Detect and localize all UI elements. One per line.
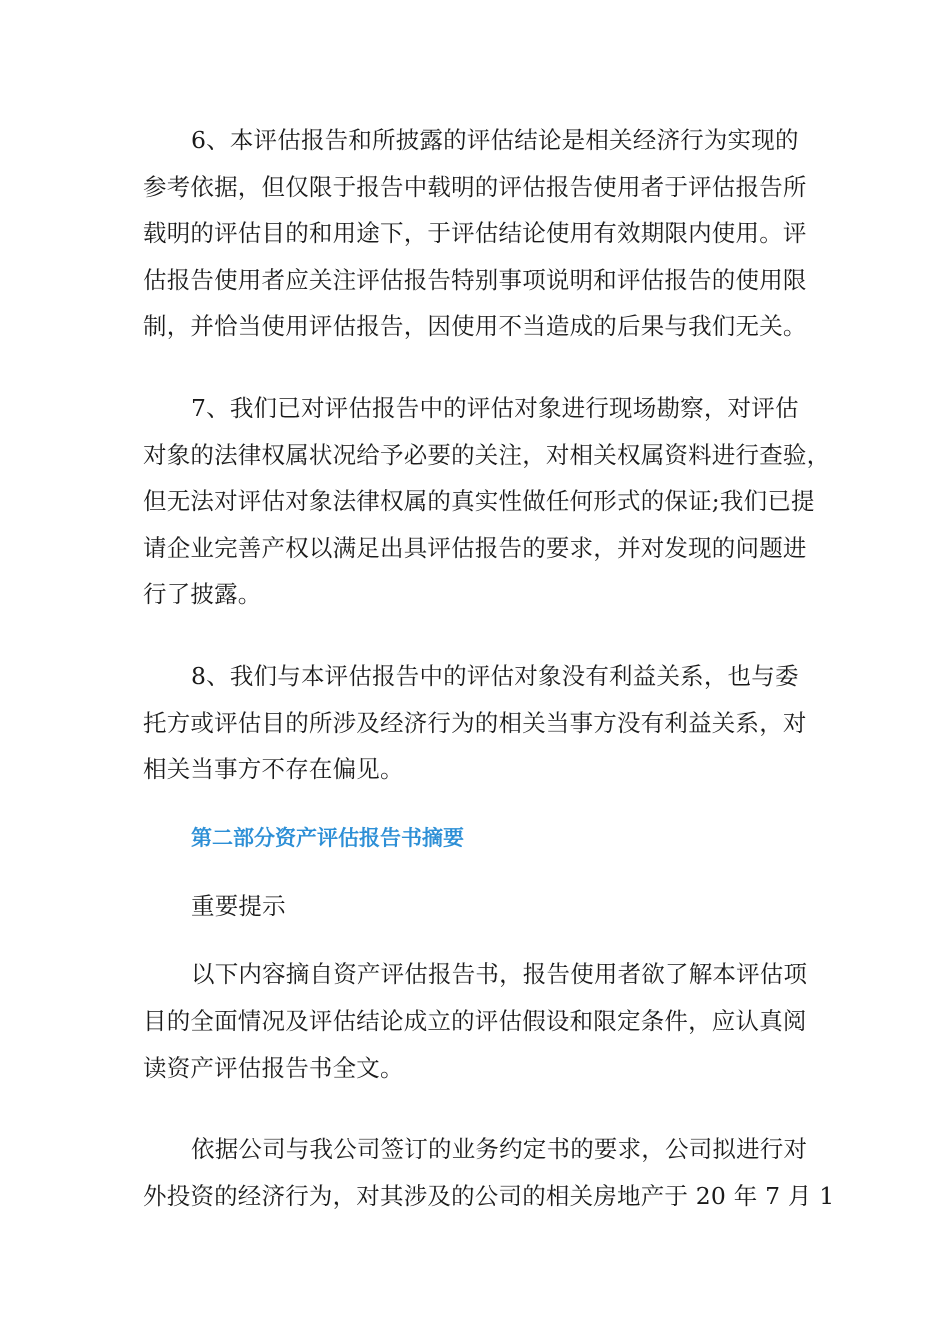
paragraph-basis (143, 1126, 835, 1219)
paragraph-summary-intro (143, 951, 815, 1091)
text-line: 请企业完善产权以满足出具评估报告的要求，并对发现的问题进 (143, 533, 807, 562)
text-line: 6、本评估报告和所披露的评估结论是相关经济行为实现的 (191, 126, 799, 154)
text-line: 估报告使用者应关注评估报告特别事项说明和评估报告的使用限 (143, 265, 807, 294)
text-line: 制，并恰当使用评估报告，因使用不当造成的后果与我们无关。 (143, 312, 807, 341)
paragraph-8 (143, 653, 815, 793)
paragraph-gap (143, 350, 815, 385)
text-line: 8、我们与本评估报告中的评估对象没有利益关系，也与委 (191, 661, 799, 690)
paragraph-gap (143, 1091, 815, 1126)
subheading-text: 重要提示 (191, 891, 286, 920)
document-page (143, 117, 835, 1219)
text-line: 读资产评估报告书全文。 (143, 1053, 404, 1082)
text-line: 以下内容摘自资产评估报告书，报告使用者欲了解本评估项 (191, 960, 808, 989)
text-line: 但无法对评估对象法律权属的真实性做任何形式的保证;我们已提 (143, 487, 815, 516)
text-line: 依据公司与我公司签订的业务约定书的要求，公司拟进行对 (191, 1135, 808, 1164)
text-line: 外投资的经济行为，对其涉及的公司的相关房地产于 20 年 7 月 1 (143, 1181, 835, 1210)
paragraph-gap (143, 861, 815, 883)
section-heading: 第二部分资产评估报告书摘要 (191, 825, 464, 850)
text-line: 行了披露。 (143, 580, 262, 609)
text-line: 相关当事方不存在偏见。 (143, 755, 404, 784)
text-line: 目的全面情况及评估结论成立的评估假设和限定条件，应认真阅 (143, 1006, 807, 1035)
text-line: 托方或评估目的所涉及经济行为的相关当事方没有利益关系，对 (143, 708, 807, 737)
paragraph-gap (143, 793, 815, 815)
subheading (143, 883, 815, 930)
paragraph-gap (143, 929, 815, 951)
text-line: 7、我们已对评估报告中的评估对象进行现场勘察，对评估 (191, 393, 799, 422)
paragraph-gap (143, 618, 815, 653)
text-line: 参考依据，但仅限于报告中载明的评估报告使用者于评估报告所 (143, 172, 807, 201)
paragraph-6 (143, 117, 815, 350)
text-line: 载明的评估目的和用途下，于评估结论使用有效期限内使用。评 (143, 219, 807, 248)
paragraph-7 (143, 385, 831, 618)
text-line: 对象的法律权属状况给予必要的关注，对相关权属资料进行查验， (143, 440, 831, 469)
